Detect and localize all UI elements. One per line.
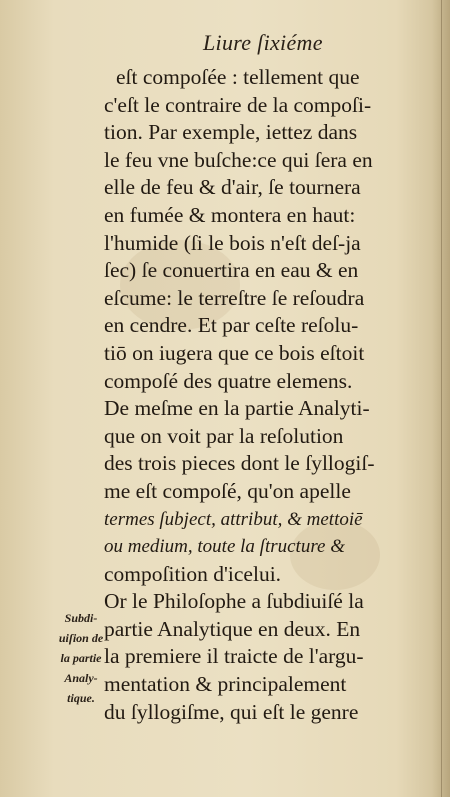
- text-line: eſcume: le terreſtre ſe reſoudra: [104, 285, 365, 310]
- text-line: en fumée & montera en haut:: [104, 202, 356, 227]
- margin-note-line: uiſion de: [58, 631, 104, 645]
- text-line: le feu vne buſche:ce qui ſera en: [104, 147, 373, 172]
- text-line: eſt compoſée : tellement que: [116, 65, 360, 89]
- margin-note-line: Analy-: [64, 671, 98, 685]
- text-line: Or le Philoſophe a ſubdiuiſé la: [104, 589, 364, 614]
- text-line: des trois pieces dont le ſyllogiſ-: [104, 451, 375, 476]
- margin-note-line: la partie: [60, 651, 102, 665]
- text-line: termes ſubject, attribut, & mettoiē: [104, 508, 363, 530]
- margin-note-line: tique.: [67, 691, 95, 705]
- text-line: c'eſt le contraire de la compoſi-: [104, 92, 372, 117]
- body-text: [104, 64, 430, 726]
- text-line: tion. Par exemple, iettez dans: [104, 120, 358, 145]
- text-line: en cendre. Et par ceſte reſolu-: [104, 313, 359, 338]
- text-line: partie Analytique en deux. En: [104, 616, 361, 641]
- text-line: du ſyllogiſme, qui eſt le genre: [104, 699, 359, 724]
- text-line: mentation & principalement: [104, 672, 347, 697]
- text-line: ſec) ſe conuertira en eau & en: [104, 258, 359, 283]
- text-line: me eſt compoſé, qu'on apelle: [104, 478, 351, 503]
- page-edge-line: [441, 0, 442, 797]
- text-line: que on voit par la reſolution: [104, 423, 344, 448]
- margin-note-line: Subdi-: [64, 611, 98, 625]
- text-line: la premiere il traicte de l'argu-: [104, 644, 364, 669]
- text-line: ou medium, toute la ſtructure &: [104, 536, 345, 558]
- text-line: compoſition d'icelui.: [104, 561, 282, 586]
- text-line: tiō on iugera que ce bois eſtoit: [104, 340, 365, 365]
- text-line: l'humide (ſi le bois n'eſt deſ-ja: [104, 230, 361, 255]
- text-line: De meſme en la partie Analyti-: [104, 396, 370, 421]
- margin-note: [56, 608, 106, 708]
- text-line: compoſé des quatre elemens.: [104, 368, 353, 393]
- text-line: elle de feu & d'air, ſe tournera: [104, 175, 361, 200]
- running-header: Liure ſixiéme: [203, 30, 323, 55]
